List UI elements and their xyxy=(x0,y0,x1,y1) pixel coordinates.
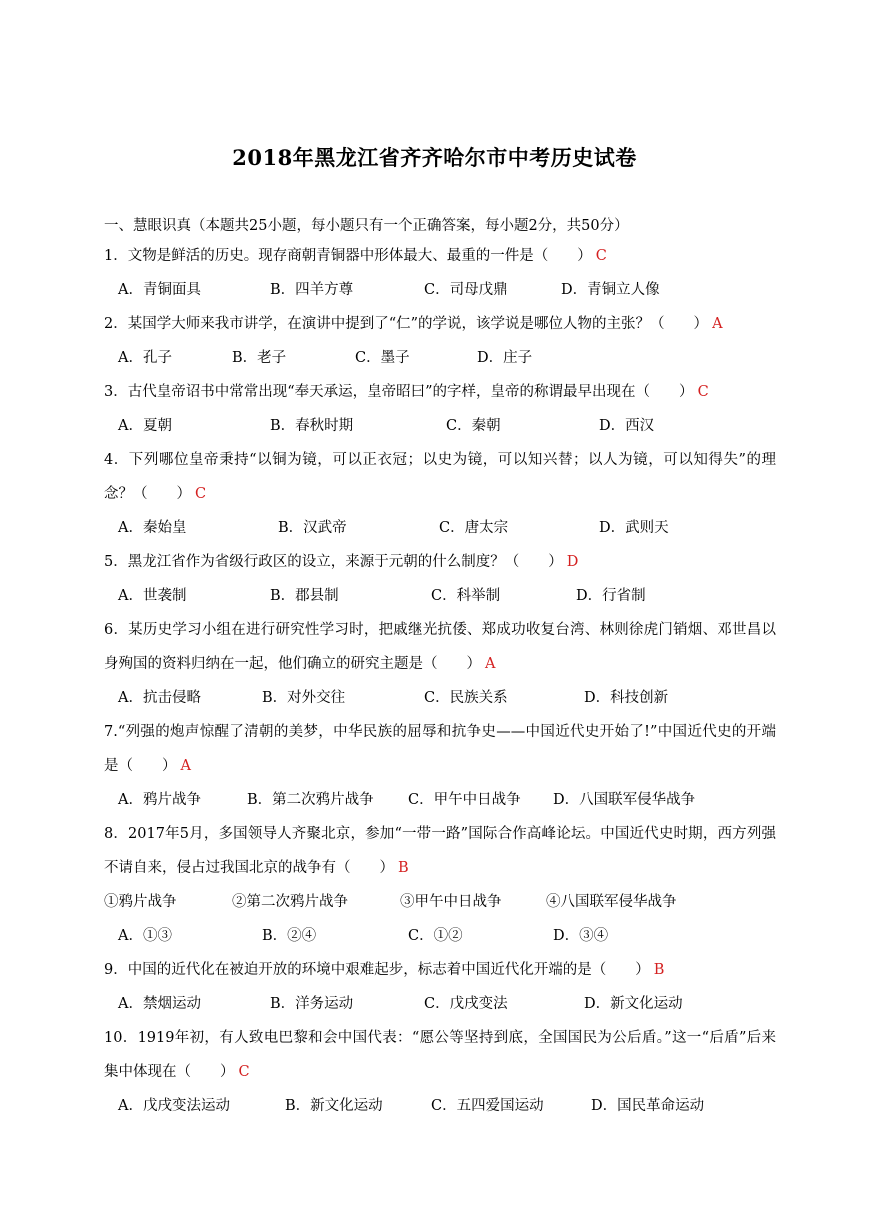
option-c: C．民族关系 xyxy=(424,690,508,706)
option-a: A．秦始皇 xyxy=(118,520,187,536)
option-c: C．五四爱国运动 xyxy=(431,1098,544,1114)
option-b: B．对外交往 xyxy=(262,690,346,706)
question-stem xyxy=(104,613,776,681)
option-d: D．新文化运动 xyxy=(584,996,683,1012)
answer-key: A xyxy=(180,758,191,774)
question-7 xyxy=(104,715,776,817)
question-text: 9．中国的近代化在被迫开放的环境中艰难起步，标志着中国近代化开端的是（ ） xyxy=(104,962,650,978)
option-c: C．司母戊鼎 xyxy=(424,282,508,298)
option-d: D．③④ xyxy=(553,928,609,944)
question-text: 5．黑龙江省作为省级行政区的设立，来源于元朝的什么制度？（ ） xyxy=(104,554,563,570)
option-a: A．鸦片战争 xyxy=(118,792,201,808)
option-b: B．汉武帝 xyxy=(278,520,347,536)
option-d: D．行省制 xyxy=(576,588,646,604)
option-b: B．老子 xyxy=(232,350,287,366)
option-a: A．青铜面具 xyxy=(118,282,201,298)
answer-key: C xyxy=(238,1064,250,1080)
question-text: 7.“列强的炮声惊醒了清朝的美梦，中华民族的屈辱和抗争史——中国近代史开始了!”中国近代史的开端是（ ） xyxy=(104,724,776,774)
exam-title: 2018年黑龙江省齐齐哈尔市中考历史试卷 xyxy=(232,145,637,170)
option-row xyxy=(104,1089,776,1123)
question-stem xyxy=(104,375,776,409)
question-text: 8．2017年5月，多国领导人齐聚北京，参加“一带一路”国际合作高峰论坛。中国近代史时期，西方列强不请自来，侵占过我国北京的战争有（ ） xyxy=(104,826,776,876)
option-a: A．禁烟运动 xyxy=(118,996,201,1012)
question-stem xyxy=(104,443,776,511)
option-d: D．八国联军侵华战争 xyxy=(553,792,696,808)
answer-key: B xyxy=(653,962,665,978)
option-a: A．夏朝 xyxy=(118,418,172,434)
statement-row xyxy=(104,885,776,919)
answer-key: B xyxy=(398,860,409,876)
question-stem xyxy=(104,239,776,273)
option-b: B．春秋时期 xyxy=(270,418,354,434)
question-10 xyxy=(104,1021,776,1123)
option-row xyxy=(104,341,776,375)
question-6 xyxy=(104,613,776,715)
option-d: D．国民革命运动 xyxy=(591,1098,705,1114)
option-row xyxy=(104,511,776,545)
question-list xyxy=(104,239,776,1123)
option-a: A．孔子 xyxy=(118,350,172,366)
option-b: B．新文化运动 xyxy=(285,1098,383,1114)
answer-key: A xyxy=(485,656,496,672)
option-b: B．第二次鸦片战争 xyxy=(247,792,374,808)
option-a: A．①③ xyxy=(118,928,172,944)
answer-key: C xyxy=(697,384,709,400)
option-row xyxy=(104,409,776,443)
option-b: B．郡县制 xyxy=(270,588,339,604)
option-a: A．戊戌变法运动 xyxy=(118,1098,230,1114)
question-text: 3．古代皇帝诏书中常常出现“奉天承运，皇帝昭曰”的字样，皇帝的称谓最早出现在（ ） xyxy=(104,384,694,400)
question-4 xyxy=(104,443,776,545)
answer-key: C xyxy=(595,248,607,264)
question-text: 6．某历史学习小组在进行研究性学习时，把戚继光抗倭、郑成功收复台湾、林则徐虎门销烟、邓世昌以身殉国的资料归纳在一起，他们确立的研究主题是（ ） xyxy=(104,622,776,672)
question-stem xyxy=(104,545,776,579)
question-1 xyxy=(104,239,776,307)
question-text: 10．1919年初，有人致电巴黎和会中国代表：“愿公等坚持到底，全国国民为公后盾。”这一“后盾”后来集中体现在（ ） xyxy=(104,1030,776,1080)
statement-2: ②第二次鸦片战争 xyxy=(232,894,348,910)
option-a: A．抗击侵略 xyxy=(118,690,201,706)
option-c: C．戊戌变法 xyxy=(424,996,508,1012)
option-c: C．墨子 xyxy=(355,350,410,366)
answer-key: C xyxy=(195,486,207,502)
question-3 xyxy=(104,375,776,443)
statement-3: ③甲午中日战争 xyxy=(400,894,502,910)
question-text: 1．文物是鲜活的历史。现存商朝青铜器中形体最大、最重的一件是（ ） xyxy=(104,248,592,264)
question-9 xyxy=(104,953,776,1021)
option-d: D．科技创新 xyxy=(584,690,669,706)
option-b: B．四羊方尊 xyxy=(270,282,354,298)
question-stem xyxy=(104,307,776,341)
question-stem xyxy=(104,1021,776,1089)
question-stem xyxy=(104,953,776,987)
option-d: D．青铜立人像 xyxy=(561,282,660,298)
option-c: C．①② xyxy=(408,928,463,944)
section-heading: 一、慧眼识真（本题共25小题，每小题只有一个正确答案，每小题2分，共50分） xyxy=(104,218,629,234)
question-text: 4．下列哪位皇帝秉持“以铜为镜，可以正衣冠；以史为镜，可以知兴替；以人为镜，可以知得失”的理念？（ ） xyxy=(104,452,776,502)
statement-4: ④八国联军侵华战争 xyxy=(546,894,677,910)
answer-key: D xyxy=(566,554,579,570)
answer-key: A xyxy=(712,316,723,332)
option-c: C．科举制 xyxy=(431,588,501,604)
option-row xyxy=(104,681,776,715)
option-d: D．武则天 xyxy=(599,520,669,536)
question-5 xyxy=(104,545,776,613)
question-stem xyxy=(104,817,776,885)
statement-1: ①鸦片战争 xyxy=(104,894,177,910)
option-c: C．唐太宗 xyxy=(439,520,509,536)
option-b: B．洋务运动 xyxy=(270,996,354,1012)
option-d: D．庄子 xyxy=(477,350,533,366)
option-a: A．世袭制 xyxy=(118,588,187,604)
option-c: C．甲午中日战争 xyxy=(408,792,521,808)
question-8 xyxy=(104,817,776,953)
question-2 xyxy=(104,307,776,375)
option-d: D．西汉 xyxy=(599,418,655,434)
option-row xyxy=(104,987,776,1021)
option-b: B．②④ xyxy=(262,928,317,944)
option-row xyxy=(104,783,776,817)
option-c: C．秦朝 xyxy=(446,418,501,434)
question-stem xyxy=(104,715,776,783)
option-row xyxy=(104,579,776,613)
option-row xyxy=(104,919,776,953)
question-text: 2．某国学大师来我市讲学，在演讲中提到了“仁”的学说，该学说是哪位人物的主张？（ ） xyxy=(104,316,709,332)
option-row xyxy=(104,273,776,307)
